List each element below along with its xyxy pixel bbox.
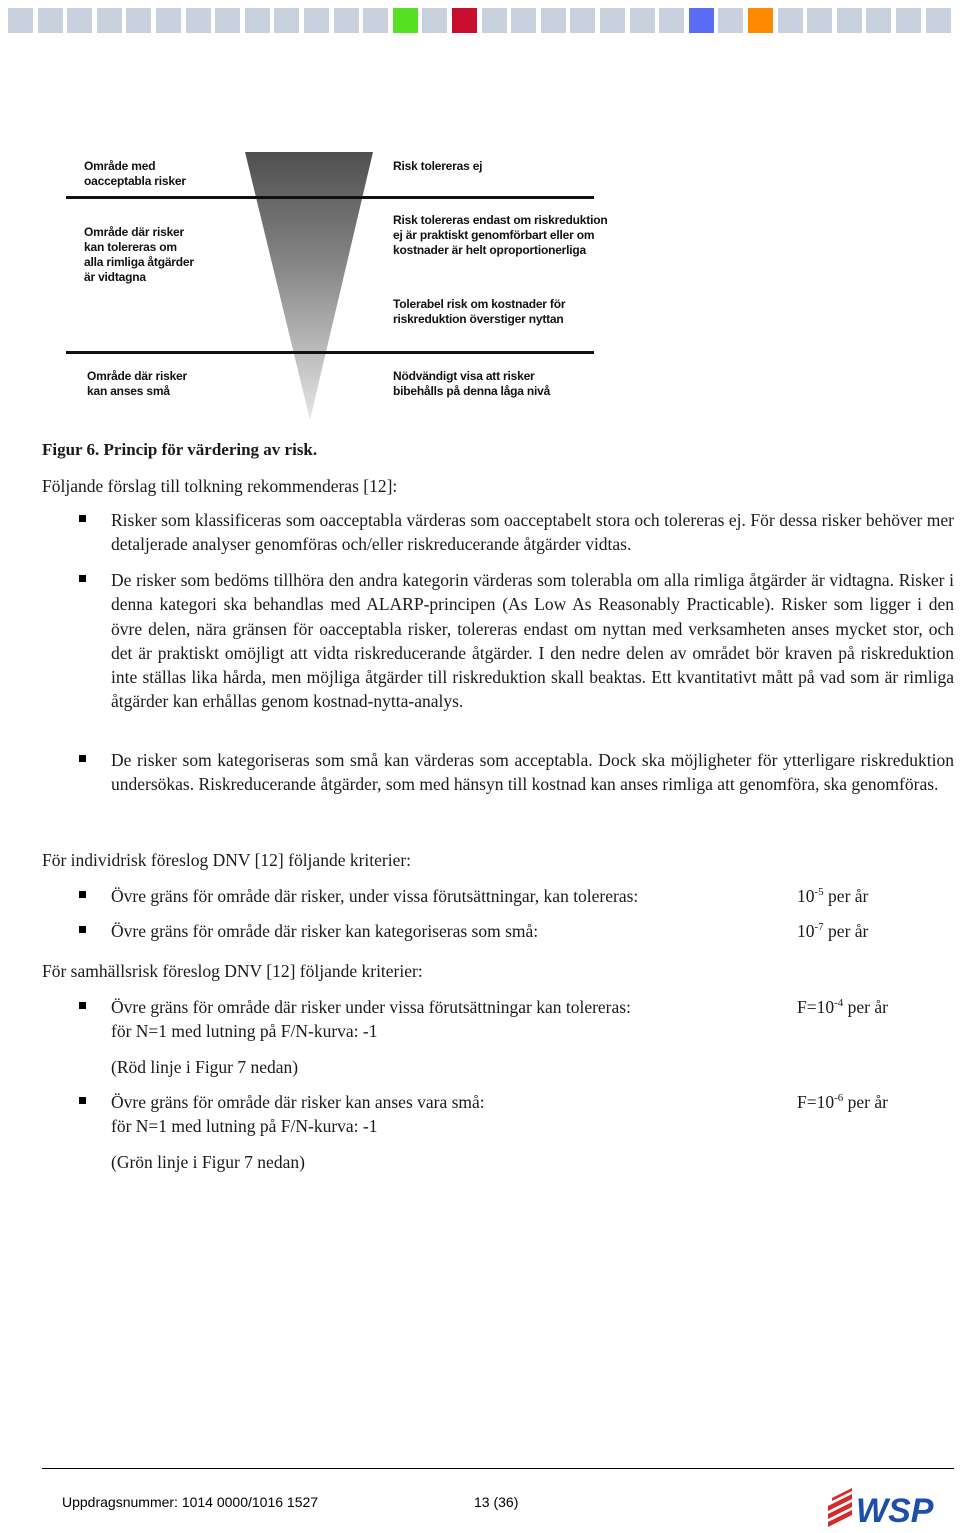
wsp-logo [822, 1484, 956, 1528]
criterion-value: $F=10^{-4}$ per år [797, 997, 888, 1017]
label-tolerated-conditionally: Risk tolereras endast om riskreduktion ej är praktiskt genomförbart eller om kostnader är helt oproportionerliga [393, 213, 608, 257]
bullet-marker [79, 755, 86, 762]
criterion-text: Övre gräns för område där risker under vissa förutsättningar kan tolereras: [111, 997, 631, 1017]
bullet-marker [79, 891, 86, 898]
risk-principle-figure [0, 0, 960, 430]
criterion-note: (Grön linje i Figur 7 nedan) [111, 1152, 305, 1172]
risk-funnel-shape [245, 152, 373, 420]
societal-risk-heading: För samhällsrisk föreslog DNV [12] följande kriterier: [42, 961, 423, 981]
criterion-subtext: för N=1 med lutning på F/N-kurva: -1 [111, 1116, 378, 1136]
criterion-text: Övre gräns för område där risker kan kategoriseras som små: [111, 921, 539, 941]
label-unacceptable-area: Område med oacceptabla risker [84, 159, 186, 188]
bullet-item: De risker som kategoriseras som små kan värderas som acceptabla. Dock ska möjligheter för ytterligare riskreduktion undersökas. Riskreducerande åtgärder, som med hänsyn till kostnad kan anses rimliga att genomföra, ska genomföras. [111, 750, 954, 795]
criterion-subtext: för N=1 med lutning på F/N-kurva: -1 [111, 1021, 378, 1041]
lower-boundary-line [66, 351, 594, 354]
criterion-value: $10^{-5}$ per år [797, 886, 869, 906]
bullet-marker [79, 1002, 86, 1009]
label-tolerable-area: Område där risker kan tolereras om alla rimliga åtgärder är vidtagna [84, 225, 194, 284]
bullet-marker [79, 1097, 86, 1104]
figure-caption: Figur 6. Princip för värdering av risk. [42, 440, 318, 459]
criterion-value: $10^{-7}$ per år [797, 921, 869, 941]
criterion-value: $F=10^{-6}$ per år [797, 1092, 888, 1112]
label-small-risk-area: Område där risker kan anses små [87, 369, 187, 398]
criterion-note: (Röd linje i Figur 7 nedan) [111, 1057, 299, 1077]
upper-boundary-line [66, 196, 594, 199]
logo-text: WSP [856, 1492, 934, 1528]
bullet-item: De risker som bedöms tillhöra den andra kategorin värderas som tolerabla om alla rimliga åtgärder är vidtagna. Risker i denna kategori ska behandlas med ALARP-principen (As Low As Reasonably Practicable). Risker som ligger i den övre delen, nära gränsen för oacceptabla risker, tolereras endast om nyttan med verksamheten anses mycket stor, och det är praktiskt omöjligt att vidta riskreducerande åtgärder. I den nedre delen av området bör kraven på riskreduktion inte ställas lika hårda, men möjliga åtgärder till riskreduktion skall beaktas. Ett kvantitativt mått på vad som är rimliga åtgärder kan erhållas genom kostnad-nytta-analys. [111, 570, 954, 712]
bullet-marker [79, 515, 86, 522]
bullet-marker [79, 575, 86, 582]
bullet-item: Risker som klassificeras som oacceptabla värderas som oacceptabelt stora och tolereras ej. För dessa risker behöver mer detaljerade analyser genomföras och/eller riskreducerande åtgärder vidtas. [111, 510, 954, 555]
criterion-text: Övre gräns för område där risker, under vissa förutsättningar, kan tolereras: [111, 886, 639, 906]
label-not-tolerated: Risk tolereras ej [393, 159, 483, 173]
footer-rule [42, 1468, 954, 1469]
label-tolerable-cost: Tolerabel risk om kostnader för riskreduktion överstiger nyttan [393, 297, 566, 326]
footer-page-number: 13 (36) [474, 1494, 519, 1510]
criterion-text: Övre gräns för område där risker kan anses vara små: [111, 1092, 485, 1112]
footer-assignment-number: Uppdragsnummer: 1014 0000/1016 1527 [62, 1494, 319, 1510]
label-maintain-low: Nödvändigt visa att risker bibehålls på denna låga nivå [393, 369, 551, 398]
individual-risk-heading: För individrisk föreslog DNV [12] följande kriterier: [42, 850, 412, 870]
bullet-marker [79, 926, 86, 933]
intro-paragraph: Följande förslag till tolkning rekommenderas [12]: [42, 476, 398, 496]
wsp-logo-icon [822, 1484, 956, 1528]
